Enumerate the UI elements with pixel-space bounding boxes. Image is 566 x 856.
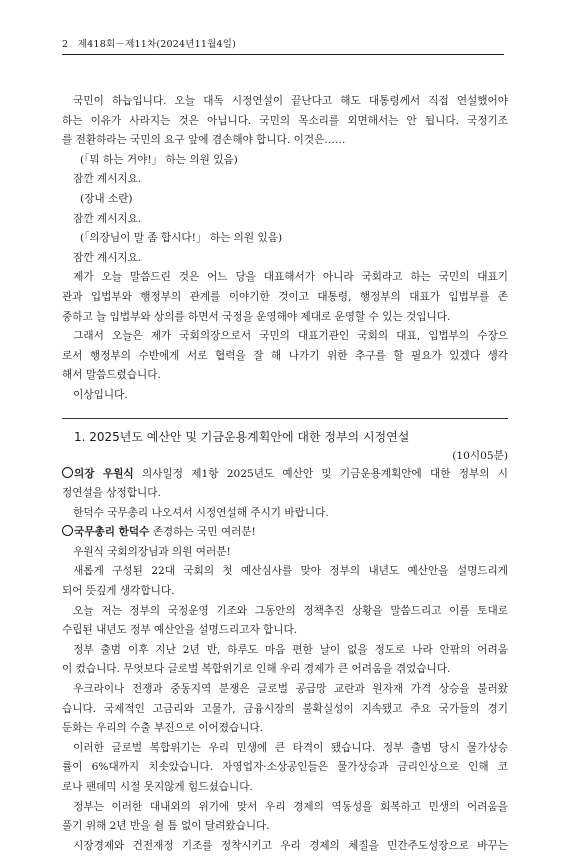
- speech-line: 로나 팬데믹 시절 못지않게 힘드셨습니다.: [62, 781, 253, 793]
- wait-line: 잠깐 계시지요.: [73, 173, 142, 186]
- wait-line: 잠깐 계시지요.: [73, 251, 142, 264]
- closing-line: 이상입니다.: [73, 388, 128, 401]
- speech-line: [62, 523, 508, 543]
- intro-paragraph-1-line: 를 전환하라는 국민의 요구 앞에 겸손해야 합니다. 이것은……: [62, 134, 346, 147]
- speaker-name: 국무총리 한덕수: [74, 526, 150, 539]
- speech-line: 이 컸습니다. 무엇보다 글로벌 복합위기로 인해 우리 경제가 큰 어려움을 겪었습니다.: [62, 663, 451, 676]
- speech-text: 존경하는 국민 여러분!: [149, 526, 256, 539]
- session-info: 제418회－제11차(2024년11월4일): [77, 39, 237, 50]
- speech-text: 의사일정 제1항 2025년도 예산안 및 기금운용계획안에 대한 정부의 시: [133, 467, 508, 480]
- speaker-circle-icon: [62, 525, 73, 536]
- intro-paragraph-3-line: 해서 말씀드렸습니다.: [62, 369, 161, 382]
- speech-line: 정연설을 상정합니다.: [62, 487, 161, 500]
- intro-paragraph-3-line: 로서 행정부의 수반에게 서로 협력을 잘 해 나가기 위한 추구를 할 필요가 있겠다 생각: [62, 349, 508, 362]
- speech-line: [62, 465, 508, 485]
- section-rule: [62, 418, 508, 419]
- speech-line: 정부는 이러한 대내외의 위기에 맞서 우리 경제의 역동성을 회복하고 민생의 어려움을: [73, 800, 508, 813]
- intro-paragraph-2-line: 제가 오늘 말씀드린 것은 어느 당을 대표해서가 아니라 국회라고 하는 국민의 대표기: [73, 271, 508, 284]
- stage-note: (「뭐 하는 거야!」 하는 의원 있음): [80, 153, 238, 166]
- speech-line: 률이 6%대까지 치솟았습니다. 자영업자·소상공인들은 물가상승과 금리인상으로 인해 코: [62, 761, 508, 774]
- page-header: [62, 36, 236, 50]
- speech-line: 되어 뜻깊게 생각합니다.: [62, 585, 175, 598]
- intro-paragraph-2-line: 관과 입법부와 행정부의 관계를 이야기한 것이고 대통령, 행정부의 대표가 입법부를 존: [62, 290, 508, 303]
- stage-note: (「의장님이 말 좀 합시다!」 하는 의원 있음): [80, 232, 283, 245]
- stage-note: (장내 소란): [80, 192, 133, 205]
- intro-paragraph-3-line: 그래서 오늘은 제가 국회의장으로서 국민의 대표기관인 국회의 대표, 입법부의 수장으: [73, 330, 508, 343]
- document-body: [62, 92, 508, 856]
- speech-line: 새롭게 구성된 22대 국회의 첫 예산심사를 맞아 정부의 내년도 예산안을 설명드리게: [73, 565, 508, 578]
- intro-paragraph-1-line: 국민이 하늡입니다. 오늘 대독 시정연설이 끝난다고 해도 대통령께서 직접 연설했어야: [73, 95, 508, 107]
- speech-line: 오늘 저는 정부의 국정운영 기조와 그동안의 정책추진 상황을 말씀드리고 이를 토대로: [73, 604, 508, 617]
- section-time: (10시05분): [452, 449, 508, 462]
- speech-line: 이러한 글로벌 복합위기는 우리 민생에 큰 타격이 됐습니다. 정부 출범 당시 물가상승: [73, 741, 508, 754]
- wait-line: 잠깐 계시지요.: [73, 212, 142, 225]
- speaker-circle-icon: [62, 467, 73, 478]
- section-title: 1. 2025년도 예산안 및 기금운용계획안에 대한 정부의 시정연설: [74, 429, 410, 444]
- speech-line: 우원식 국회의장님과 의원 여러분!: [73, 545, 231, 558]
- page-number: 2: [62, 39, 69, 50]
- speech-line: 수립된 내년도 정부 예산안을 설명드리고자 합니다.: [62, 624, 298, 637]
- speech-line: 한덕수 국무총리 나오셔서 시정연설해 주시기 바랍니다.: [73, 506, 329, 519]
- speech-line: 정부 출범 이후 지난 2년 반, 하루도 마음 편한 날이 없을 정도로 나라 안팎의 어려움: [73, 643, 508, 656]
- speech-line: 시장경제와 건전재정 기조를 정착시키고 우리 경제의 체질을 민간주도성장으로 바꾸는: [73, 839, 508, 852]
- speech-line: 우크라이나 전쟁과 중동지역 분쟁은 글로벌 공급망 교란과 원자재 가격 상승을 불러왔: [73, 683, 508, 696]
- intro-paragraph-2-line: 중하고 늘 입법부와 상의를 하면서 국정을 운영해야 제대로 운영할 수 있는 것입니다.: [62, 310, 451, 323]
- header-rule: [62, 54, 504, 55]
- speech-line: 습니다. 국제적인 고금리와 고물가, 금융시장의 불확실성이 지속됐고 주요 국가들의 경기: [62, 702, 508, 715]
- speech-line: 풀기 위해 2년 반을 쉴 틈 없이 달려왔습니다.: [62, 820, 270, 833]
- speech-line: 둔화는 우리의 수출 부진으로 이어졌습니다.: [62, 722, 264, 735]
- speaker-name: 의장 우원식: [74, 467, 134, 480]
- intro-paragraph-1-line: 하는 이유가 사라지는 것은 아닙니다. 국민의 목소리를 외면해서는 안 됩니다. 국정기조: [62, 114, 508, 127]
